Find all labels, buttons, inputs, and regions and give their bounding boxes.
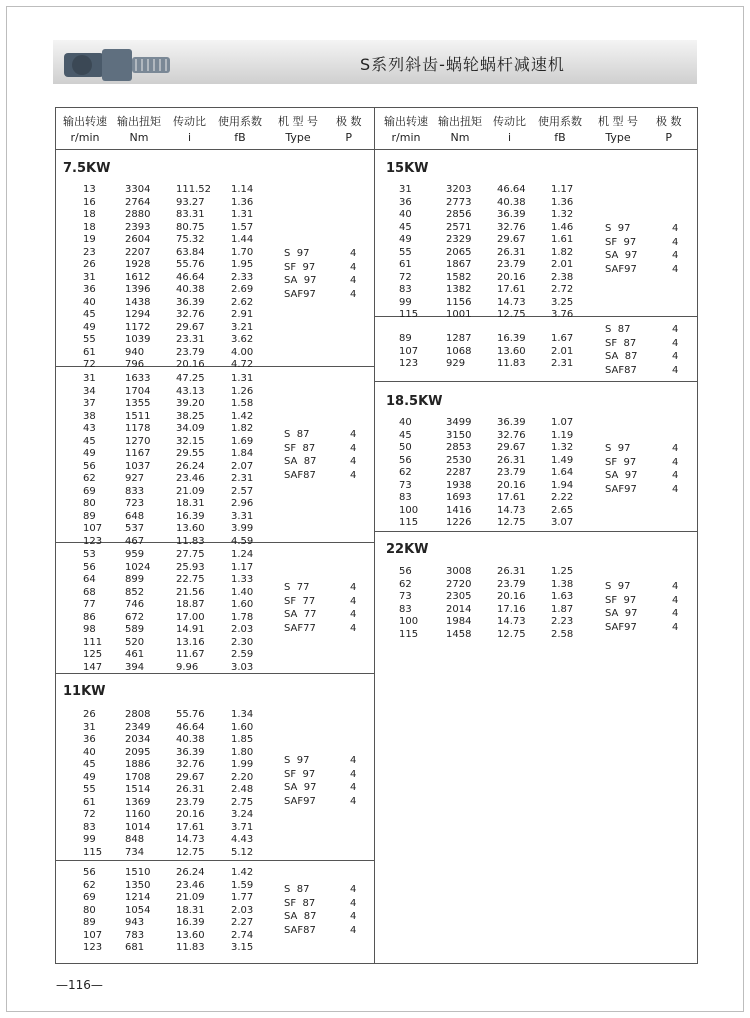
type-column: S 97 SF 97 SA 97 SAF97 [605,581,638,633]
table-block [56,149,374,370]
power-label: 15KW [386,161,429,176]
speed-column: 89 107 123 [399,333,419,369]
ratio-column: 55.76 46.64 40.38 36.39 32.76 29.67 26.31 23.79 20.16 17.61 14.73 12.75 [176,709,205,858]
factor-column: 1.25 1.38 1.63 1.87 2.23 2.58 [551,566,574,640]
poles-column: 4 4 4 4 [672,581,679,633]
factor-column: 1.17 1.36 1.32 1.46 1.61 1.82 2.01 2.38 2.72 3.25 3.76 [551,184,574,320]
type-column: S 87 SF 87 SA 87 SAF87 [284,884,317,936]
power-label: 18.5KW [386,394,443,409]
poles-column: 4 4 4 4 [350,582,357,634]
torque-column: 3008 2720 2305 2014 1984 1458 [446,566,472,640]
header-output-torque: 输出扭矩 Nm [438,115,482,144]
torque-column: 1510 1350 1214 1054 943 783 681 [125,867,151,953]
header-type: 机 型 号 Type [278,115,318,144]
torque-column: 959 1024 899 852 746 672 589 520 461 394 [125,549,151,673]
header-type: 机 型 号 Type [598,115,638,144]
header-output-speed: 输出转速 r/min [63,115,107,144]
speed-column: 40 45 50 56 62 73 83 100 115 [399,417,419,528]
ratio-column: 26.31 23.79 20.16 17.16 14.73 12.75 [497,566,526,640]
torque-column: 3304 2764 2880 2393 2604 2207 1928 1612 1396 1438 1294 1172 1039 940 796 [125,184,151,370]
torque-column: 2808 2349 2034 2095 1886 1708 1514 1369 1160 1014 848 734 [125,709,151,858]
ratio-column: 46.64 40.38 36.39 32.76 29.67 26.31 23.79 20.16 17.61 14.73 12.75 [497,184,526,320]
poles-column: 4 4 4 4 [350,884,357,936]
torque-column: 1287 1068 929 [446,333,472,369]
ratio-column: 111.52 93.27 83.31 80.75 75.32 63.84 55.76 46.64 40.38 36.39 32.76 29.67 23.31 23.79 20.16 [176,184,211,370]
header-service-factor: 使用系数 fB [538,115,582,144]
header-ratio: 传动比 i [173,115,206,144]
type-column: S 97 SF 97 SA 97 SAF97 [284,755,317,807]
power-label: 22KW [386,542,429,557]
ratio-column: 47.25 43.13 39.20 38.25 34.09 32.15 29.55 26.24 23.46 21.09 18.31 16.39 13.60 11.83 [176,373,205,547]
power-label: 7.5KW [63,161,111,176]
speed-column: 26 31 36 40 45 49 55 61 72 83 99 115 [83,709,103,858]
speed-column: 31 36 40 45 49 55 61 72 83 99 115 [399,184,419,320]
factor-column: 1.14 1.36 1.31 1.57 1.44 1.70 1.95 2.33 2.69 2.62 2.91 3.21 3.62 4.00 4.72 [231,184,254,370]
torque-column: 1633 1704 1355 1511 1178 1270 1167 1037 927 833 723 648 537 467 [125,373,151,547]
table-block [56,674,374,861]
factor-column: 1.42 1.59 1.77 2.03 2.27 2.74 3.15 [231,867,254,953]
factor-column: 1.24 1.17 1.33 1.40 1.60 1.78 2.03 2.30 2.59 3.03 [231,549,254,673]
factor-column: 1.07 1.19 1.32 1.49 1.64 1.94 2.22 2.65 3.07 [551,417,574,528]
poles-column: 4 4 4 4 [672,223,679,275]
factor-column: 1.34 1.60 1.85 1.80 1.99 2.20 2.48 2.75 3.24 3.71 4.43 5.12 [231,709,254,858]
type-column: S 97 SF 97 SA 97 SAF97 [605,223,638,275]
table-block [56,543,374,674]
table-block [375,532,697,652]
table-block [56,367,374,547]
page-title: S系列斜齿-蜗轮蜗杆减速机 [360,55,565,74]
poles-column: 4 4 4 4 [672,324,679,376]
speed-column: 56 62 73 83 100 115 [399,566,419,640]
ratio-column: 36.39 32.76 29.67 26.31 23.79 20.16 17.61 14.73 12.75 [497,417,526,528]
speed-column: 13 16 18 18 19 23 26 31 36 40 45 49 55 61 72 [83,184,96,370]
table-block [375,149,697,320]
type-column: S 97 SF 97 SA 97 SAF97 [284,248,317,300]
header-poles: 极 数 P [656,115,682,144]
spec-table [55,107,698,964]
factor-column: 1.31 1.26 1.58 1.42 1.82 1.69 1.84 2.07 2.31 2.57 2.96 3.31 3.99 4.59 [231,373,254,547]
ratio-column: 27.75 25.93 22.75 21.56 18.87 17.00 14.91 13.16 11.67 9.96 [176,549,205,673]
torque-column: 3203 2773 2856 2571 2329 2065 1867 1582 1382 1156 1001 [446,184,472,320]
header-service-factor: 使用系数 fB [218,115,262,144]
gear-motor-image [62,45,172,83]
poles-column: 4 4 4 4 [350,755,357,807]
table-block [375,317,697,382]
speed-column: 53 56 64 68 77 86 98 111 125 147 [83,549,103,673]
poles-column: 4 4 4 4 [672,443,679,495]
speed-column: 31 34 37 38 43 45 49 56 62 69 80 89 107 123 [83,373,103,547]
type-column: S 97 SF 97 SA 97 SAF97 [605,443,638,495]
ratio-column: 26.24 23.46 21.09 18.31 16.39 13.60 11.83 [176,867,205,953]
header-ratio: 传动比 i [493,115,526,144]
type-column: S 87 SF 87 SA 87 SAF87 [605,324,638,376]
speed-column: 56 62 69 80 89 107 123 [83,867,103,953]
type-column: S 87 SF 87 SA 87 SAF87 [284,429,317,481]
poles-column: 4 4 4 4 [350,429,357,481]
torque-column: 3499 3150 2853 2530 2287 1938 1693 1416 1226 [446,417,472,528]
poles-column: 4 4 4 4 [350,248,357,300]
header-output-speed: 输出转速 r/min [384,115,428,144]
power-label: 11KW [63,684,106,699]
ratio-column: 16.39 13.60 11.83 [497,333,526,369]
factor-column: 1.67 2.01 2.31 [551,333,574,369]
table-block [375,382,697,532]
type-column: S 77 SF 77 SA 77 SAF77 [284,582,317,634]
header-poles: 极 数 P [336,115,362,144]
table-block [56,861,374,963]
header-output-torque: 输出扭矩 Nm [117,115,161,144]
page-number: —116— [56,978,103,992]
